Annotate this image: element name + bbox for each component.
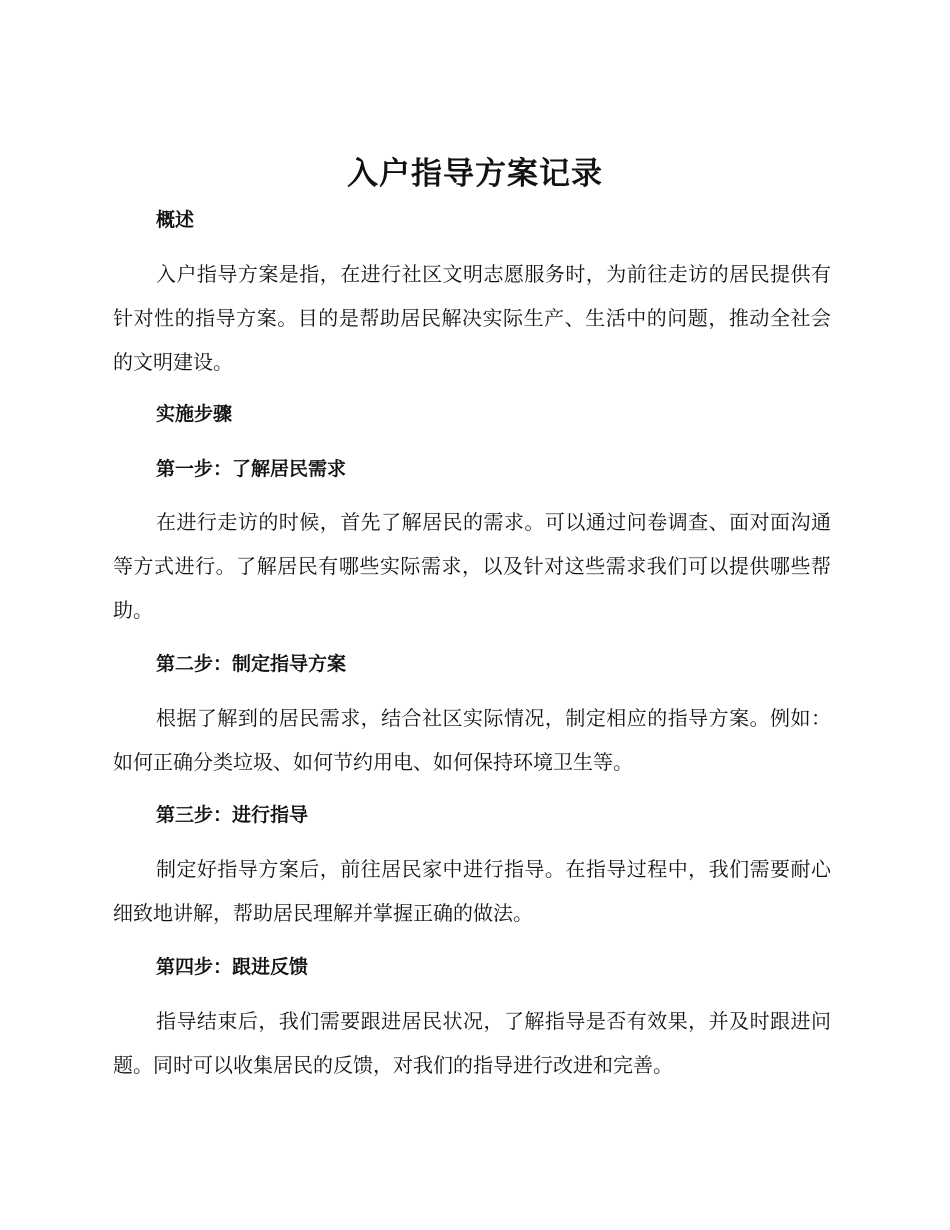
step-4-heading: 第四步：跟进反馈	[156, 956, 309, 978]
document-title: 入户指导方案记录	[347, 156, 603, 192]
steps-heading: 实施步骤	[156, 403, 233, 425]
overview-paragraph: 入户指导方案是指，在进行社区文明志愿服务时，为前往走访的居民提供有针对性的指导方案。目的是帮助居民解决实际生产、生活中的问题，推动全社会的文明建设。	[113, 262, 831, 374]
step-1-paragraph: 在进行走访的时候，首先了解居民的需求。可以通过问卷调查、面对面沟通等方式进行。了解居民有哪些实际需求，以及针对这些需求我们可以提供哪些帮助。	[113, 510, 831, 622]
step-1-heading: 第一步：了解居民需求	[156, 458, 347, 480]
step-2-heading: 第二步：制定指导方案	[156, 653, 347, 675]
step-3-paragraph: 制定好指导方案后，前往居民家中进行指导。在指导过程中，我们需要耐心细致地讲解，帮助居民理解并掌握正确的做法。	[113, 857, 831, 925]
step-3-heading: 第三步：进行指导	[156, 804, 309, 826]
overview-heading: 概述	[156, 209, 195, 231]
step-4-paragraph: 指导结束后，我们需要跟进居民状况，了解指导是否有效果，并及时跟进问题。同时可以收集居民的反馈，对我们的指导进行改进和完善。	[113, 1009, 831, 1077]
step-2-paragraph: 根据了解到的居民需求，结合社区实际情况，制定相应的指导方案。例如：如何正确分类垃圾、如何节约用电、如何保持环境卫生等。	[113, 706, 831, 774]
